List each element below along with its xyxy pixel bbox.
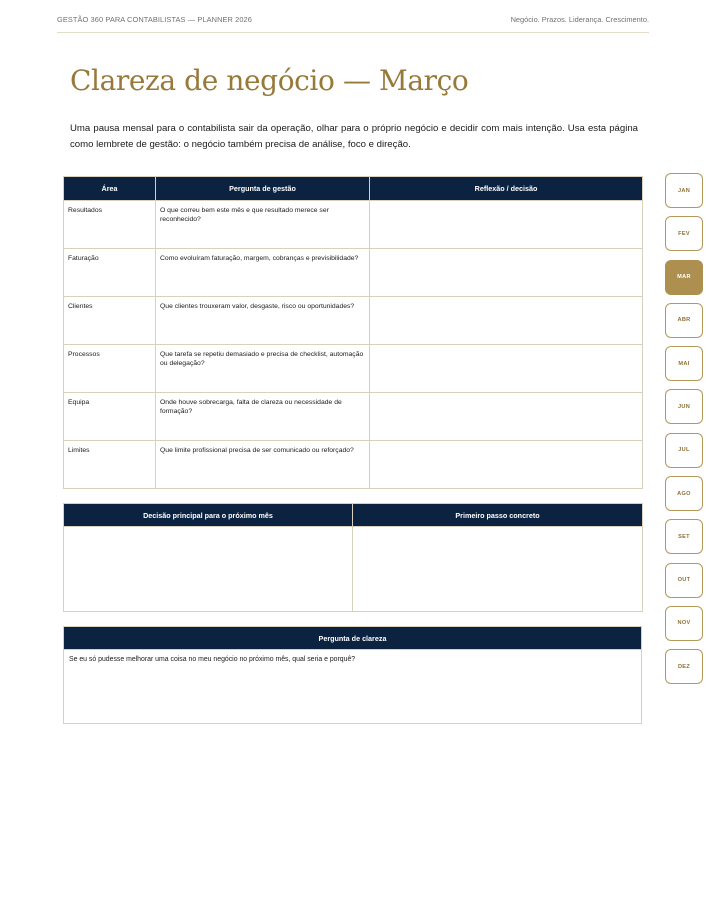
month-tab-nov[interactable]: NOV [665, 606, 703, 641]
col-header-reflection: Reflexão / decisão [370, 177, 643, 201]
header-planner-title: GESTÃO 360 PARA CONTABILISTAS — PLANNER 2026 [57, 15, 252, 24]
decision-table [63, 503, 643, 612]
clarity-question-cell[interactable]: Se eu só pudesse melhorar uma coisa no meu negócio no próximo mês, qual seria e porquê? [64, 650, 642, 724]
reflection-cell[interactable] [370, 441, 643, 489]
month-tab-fev[interactable]: FEV [665, 216, 703, 251]
month-tab-jan[interactable]: JAN [665, 173, 703, 208]
question-cell: Que tarefa se repetiu demasiado e precisa de checklist, automação ou delegação? [156, 345, 370, 393]
table-header-row [64, 177, 643, 201]
reflection-cell[interactable] [370, 201, 643, 249]
table-row [64, 441, 643, 489]
reflection-cell[interactable] [370, 393, 643, 441]
area-cell: Limites [64, 441, 156, 489]
reflection-table [63, 176, 643, 489]
table-row [64, 393, 643, 441]
header-tagline: Negócio. Prazos. Liderança. Crescimento. [510, 15, 649, 24]
col-header-clarity-question: Pergunta de clareza [64, 627, 642, 650]
table-header-row [64, 504, 643, 527]
clarity-table [63, 626, 642, 724]
month-tab-abr[interactable]: ABR [665, 303, 703, 338]
reflection-cell[interactable] [370, 345, 643, 393]
month-tab-mai[interactable]: MAI [665, 346, 703, 381]
area-cell: Equipa [64, 393, 156, 441]
month-tab-jun[interactable]: JUN [665, 389, 703, 424]
area-cell: Resultados [64, 201, 156, 249]
col-header-area: Área [64, 177, 156, 201]
table-row [64, 297, 643, 345]
table-header-row [64, 627, 642, 650]
table-row [64, 201, 643, 249]
col-header-first-step: Primeiro passo concreto [353, 504, 643, 527]
month-tab-out[interactable]: OUT [665, 563, 703, 598]
question-cell: Como evoluíram faturação, margem, cobranças e previsibilidade? [156, 249, 370, 297]
month-tabs [665, 173, 705, 693]
page-header [57, 15, 649, 33]
month-tab-mar[interactable]: MAR [665, 260, 703, 295]
main-decision-cell[interactable] [64, 527, 353, 612]
area-cell: Clientes [64, 297, 156, 345]
question-cell: Onde houve sobrecarga, falta de clareza ou necessidade de formação? [156, 393, 370, 441]
question-cell: O que correu bem este mês e que resultado merece ser reconhecido? [156, 201, 370, 249]
month-tab-ago[interactable]: AGO [665, 476, 703, 511]
table-row [64, 249, 643, 297]
table-row [64, 527, 643, 612]
question-cell: Que limite profissional precisa de ser comunicado ou reforçado? [156, 441, 370, 489]
month-tab-jul[interactable]: JUL [665, 433, 703, 468]
month-tab-set[interactable]: SET [665, 519, 703, 554]
intro-paragraph: Uma pausa mensal para o contabilista sair da operação, olhar para o próprio negócio e decidir com mais intenção. Usa esta página como lembrete de gestão: o negócio também precisa de análise, foco e direção. [70, 123, 638, 150]
table-row [64, 345, 643, 393]
question-cell: Que clientes trouxeram valor, desgaste, risco ou oportunidades? [156, 297, 370, 345]
area-cell: Processos [64, 345, 156, 393]
reflection-cell[interactable] [370, 249, 643, 297]
col-header-question: Pergunta de gestão [156, 177, 370, 201]
month-tab-dez[interactable]: DEZ [665, 649, 703, 684]
page-title: Clareza de negócio — Março [70, 64, 469, 97]
reflection-cell[interactable] [370, 297, 643, 345]
first-step-cell[interactable] [353, 527, 643, 612]
col-header-main-decision: Decisão principal para o próximo mês [64, 504, 353, 527]
table-row [64, 650, 642, 724]
area-cell: Faturação [64, 249, 156, 297]
